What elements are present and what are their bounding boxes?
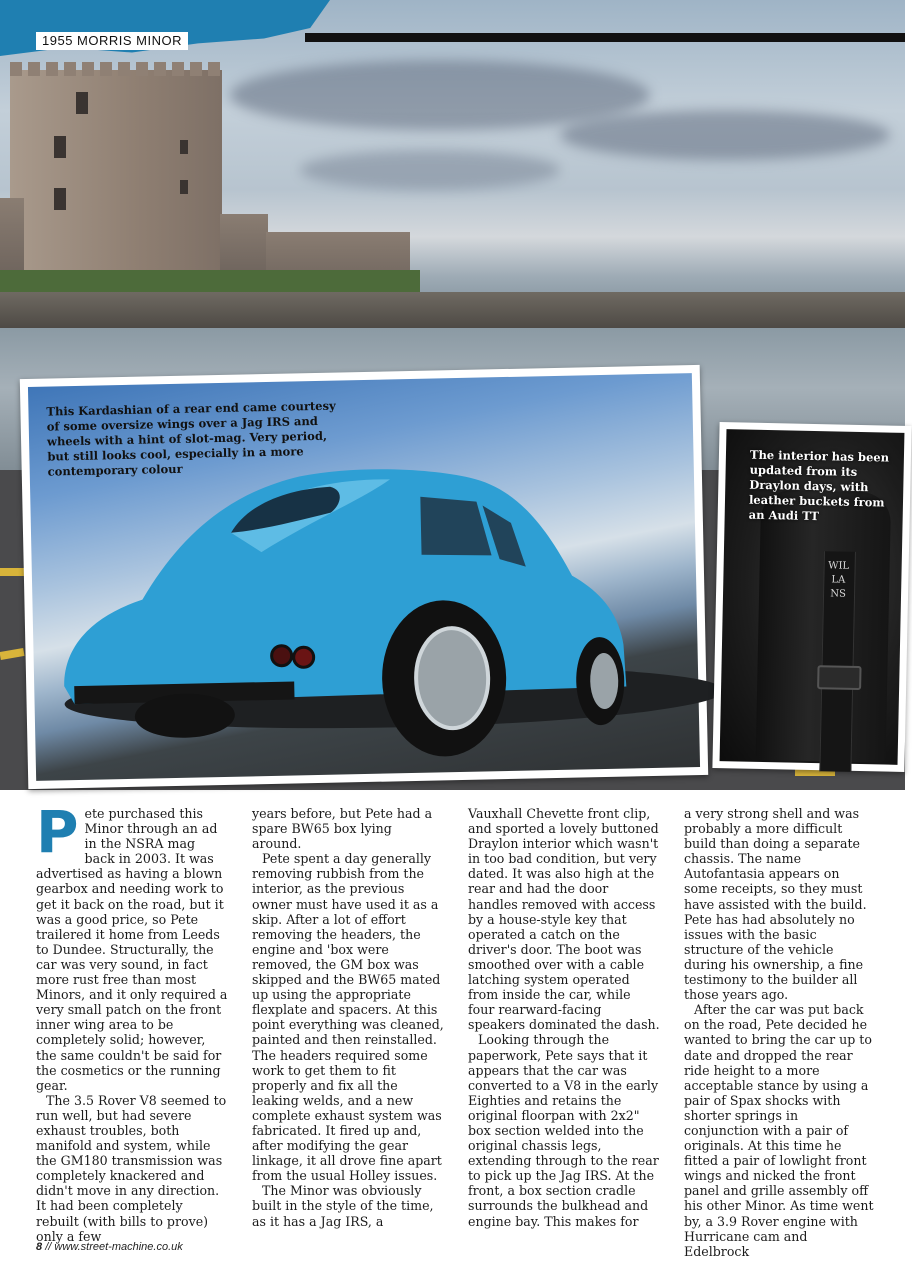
column-2: [252, 806, 444, 1229]
running-head: 1955 MORRIS MINOR: [36, 32, 188, 50]
paragraph: The Minor was obviously built in the style of the time, as it has a Jag IRS, a: [252, 1183, 434, 1229]
castle-tower: [10, 70, 222, 280]
column-1: [36, 798, 228, 1244]
page-number: 8: [36, 1241, 43, 1253]
tail-light: [293, 647, 313, 667]
rear-wheel-rim: [415, 627, 489, 728]
paragraph: years before, but Pete had a spare BW65 box lying around.: [252, 806, 433, 852]
paragraph: Looking through the paperwork, Pete says that it appears that the car was converted to a V8 in the early Eighties and retains the original floorpan with 2x2" box section welded into the original chassis legs, extending through to the rear to pick up the Jag IRS. At the front, a box section cradle surrounds the bulkhead and engine bay. This makes for: [468, 1032, 659, 1229]
sky-cloud: [230, 60, 650, 130]
site-url[interactable]: www.street-machine.co.uk: [54, 1241, 183, 1253]
interior-photo-caption: The interior has been updated from its Draylon days, with leather buckets from an Audi TT: [748, 447, 890, 524]
sky-cloud: [560, 110, 890, 160]
grass-strip: [0, 270, 420, 292]
paragraph: a very strong shell and was probably a more difficult build than doing a separate chassis. The name Autofantasia appears on some receipts, so they must have assisted with the build. Pete has had absolutely no issues with the basic structure of the vehicle during his ownership, a fine testimony to the builder all those years ago.: [684, 806, 867, 1003]
castle-wall: [0, 198, 24, 280]
tail-light: [271, 646, 291, 666]
paragraph: After the car was put back on the road, Pete decided he wanted to bring the car up to date and dropped the rear ride height to a more acceptable stance by using a pair of Spax shocks with shorter springs in conjunction with a pair of originals. At this time he fitted a pair of lowlight front wings and nicked the front panel and grille assembly off his other Minor. As time went by, a 3.9 Rover engine with Hurricane cam and Edelbrock: [684, 1002, 874, 1259]
header-rule: [305, 33, 905, 42]
main-photo-caption: This Kardashian of a rear end came courtesy of some oversize wings over a Jag IRS and wheels with a hint of slot-mag. Very period, but still looks cool, especially in a more contemporary colour: [46, 398, 336, 479]
paragraph: Pete spent a day generally removing rubbish from the interior, as the previous owner must have used it as a skip. After a lot of effort removing the headers, the engine and 'box were removed, the GM box was skipped and the BW65 mated up using the appropriate flexplate and spacers. At this point everything was cleaned, painted and then reinstalled. The headers required some work to get them to fit properly and fix all the leaking welds, and a new complete exhaust system was fabricated. It fired up and, after modifying the gear linkage, it all drove fine apart from the usual Holley issues.: [252, 851, 444, 1184]
drop-cap: P: [36, 798, 79, 866]
page-footer: [36, 1241, 183, 1253]
column-3: [468, 806, 660, 1229]
paragraph: Vauxhall Chevette front clip, and sported a lovely buttoned Draylon interior which wasn't in too bad condition, but very dated. It was also high at the rear and had the door handles removed with access by a house-style key that operated a catch on the driver's door. The boot was smoothed over with a cable latching system operated from inside the car, while four rearward-facing speakers dominated the dash.: [468, 806, 660, 1033]
belt-buckle: [817, 665, 861, 690]
interior-photo: [712, 422, 911, 772]
car-rear-photo: [20, 365, 708, 789]
castle-wall: [220, 214, 268, 278]
sky-cloud: [300, 150, 560, 190]
belt-label: WILLANS: [828, 560, 850, 600]
paragraph: Pete purchased this Minor through an ad in the NSRA mag back in 2003. It was advertised as having a blown gearbox and needing work to get it back on the road, but it was a good price, so Pete trailered it home from Leeds to Dundee. Structurally, the car was very sound, in fact more rust free than most Minors, and it only required a very small patch on the front inner wing area to be completely solid; however, the same couldn't be said for the cosmetics or the running gear.: [36, 798, 228, 1093]
paragraph: The 3.5 Rover V8 seemed to run well, but had severe exhaust troubles, both manifold and system, while the GM180 transmission was completely knackered and didn't move in any direction. It had been completely rebuilt (with bills to prove) only a few: [36, 1092, 227, 1244]
column-4: [684, 806, 876, 1259]
footer-separator: //: [45, 1241, 52, 1253]
harbour-wall: [0, 292, 905, 328]
